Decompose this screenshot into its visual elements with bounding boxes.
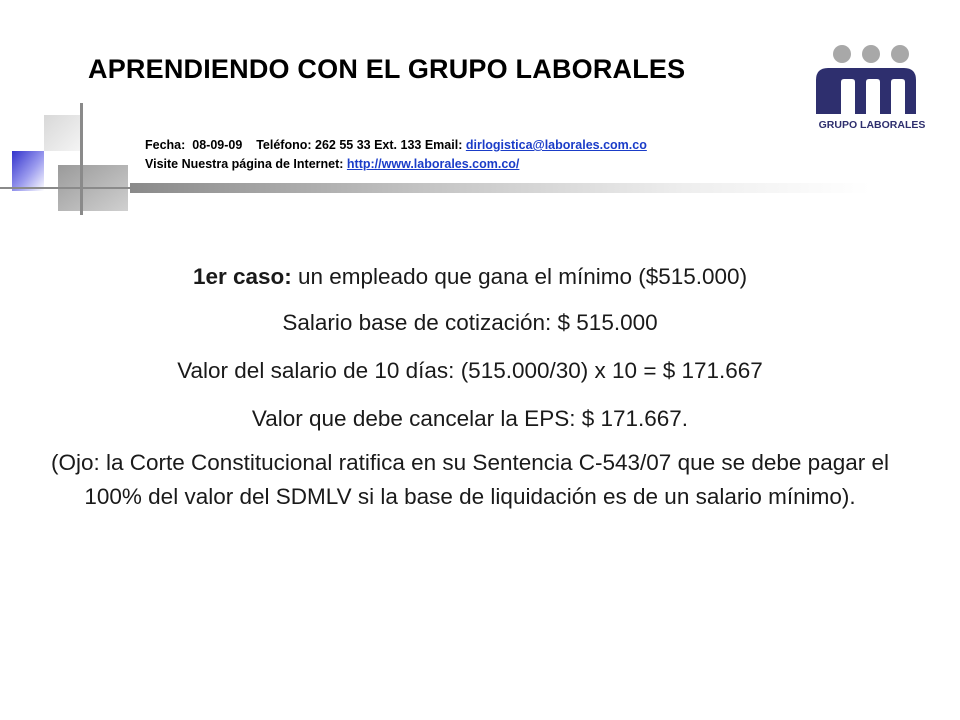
nota-corte-line: (Ojo: la Corte Constitucional ratifica en su Sentencia C-543/07 que se debe pagar el 100% del valor del SDMLV si la base de liquidación es de un salario mínimo). [51,450,889,509]
telefono-label: Teléfono: [256,138,312,152]
decorative-squares [0,95,140,225]
email-label: Email: [424,138,463,152]
deco-horizontal-line [0,187,130,189]
logo-dot [833,45,851,63]
logo-dot [891,45,909,63]
case-text: un empleado que gana el mínimo ($515.000) [291,264,748,289]
grupo-laborales-logo [808,44,936,134]
logo-dot [862,45,880,63]
contact-info [145,136,647,174]
telefono-value: 262 55 33 Ext. 133 [315,138,422,152]
fecha-label: Fecha: [145,138,186,152]
salario-base-line: Salario base de cotización: $ 515.000 [282,310,658,335]
deco-square-blue [12,151,44,191]
main-content [30,258,910,514]
logo-mark [816,68,916,114]
contact-line-2 [145,155,647,174]
case-line [30,258,910,296]
page-title: APRENDIENDO CON EL GRUPO LABORALES [88,54,686,84]
fecha-value: 08-09-09 [192,138,243,152]
valor-salario-line: Valor del salario de 10 días: (515.000/30) x 10 = $ 171.667 [177,358,763,383]
deco-vertical-line [80,103,83,215]
logo-text: GRUPO LABORALES [818,119,926,131]
case-label: 1er caso: [192,264,292,289]
deco-square-light [44,115,80,151]
valor-eps-line: Valor que debe cancelar la EPS: $ 171.667. [251,406,689,431]
email-link[interactable]: dirlogistica@laborales.com.co [465,138,647,152]
header-divider [130,183,870,193]
contact-line-1 [145,136,647,155]
web-label: Visite Nuestra página de Internet: [145,157,344,171]
website-link[interactable]: http://www.laborales.com.co/ [346,157,520,171]
